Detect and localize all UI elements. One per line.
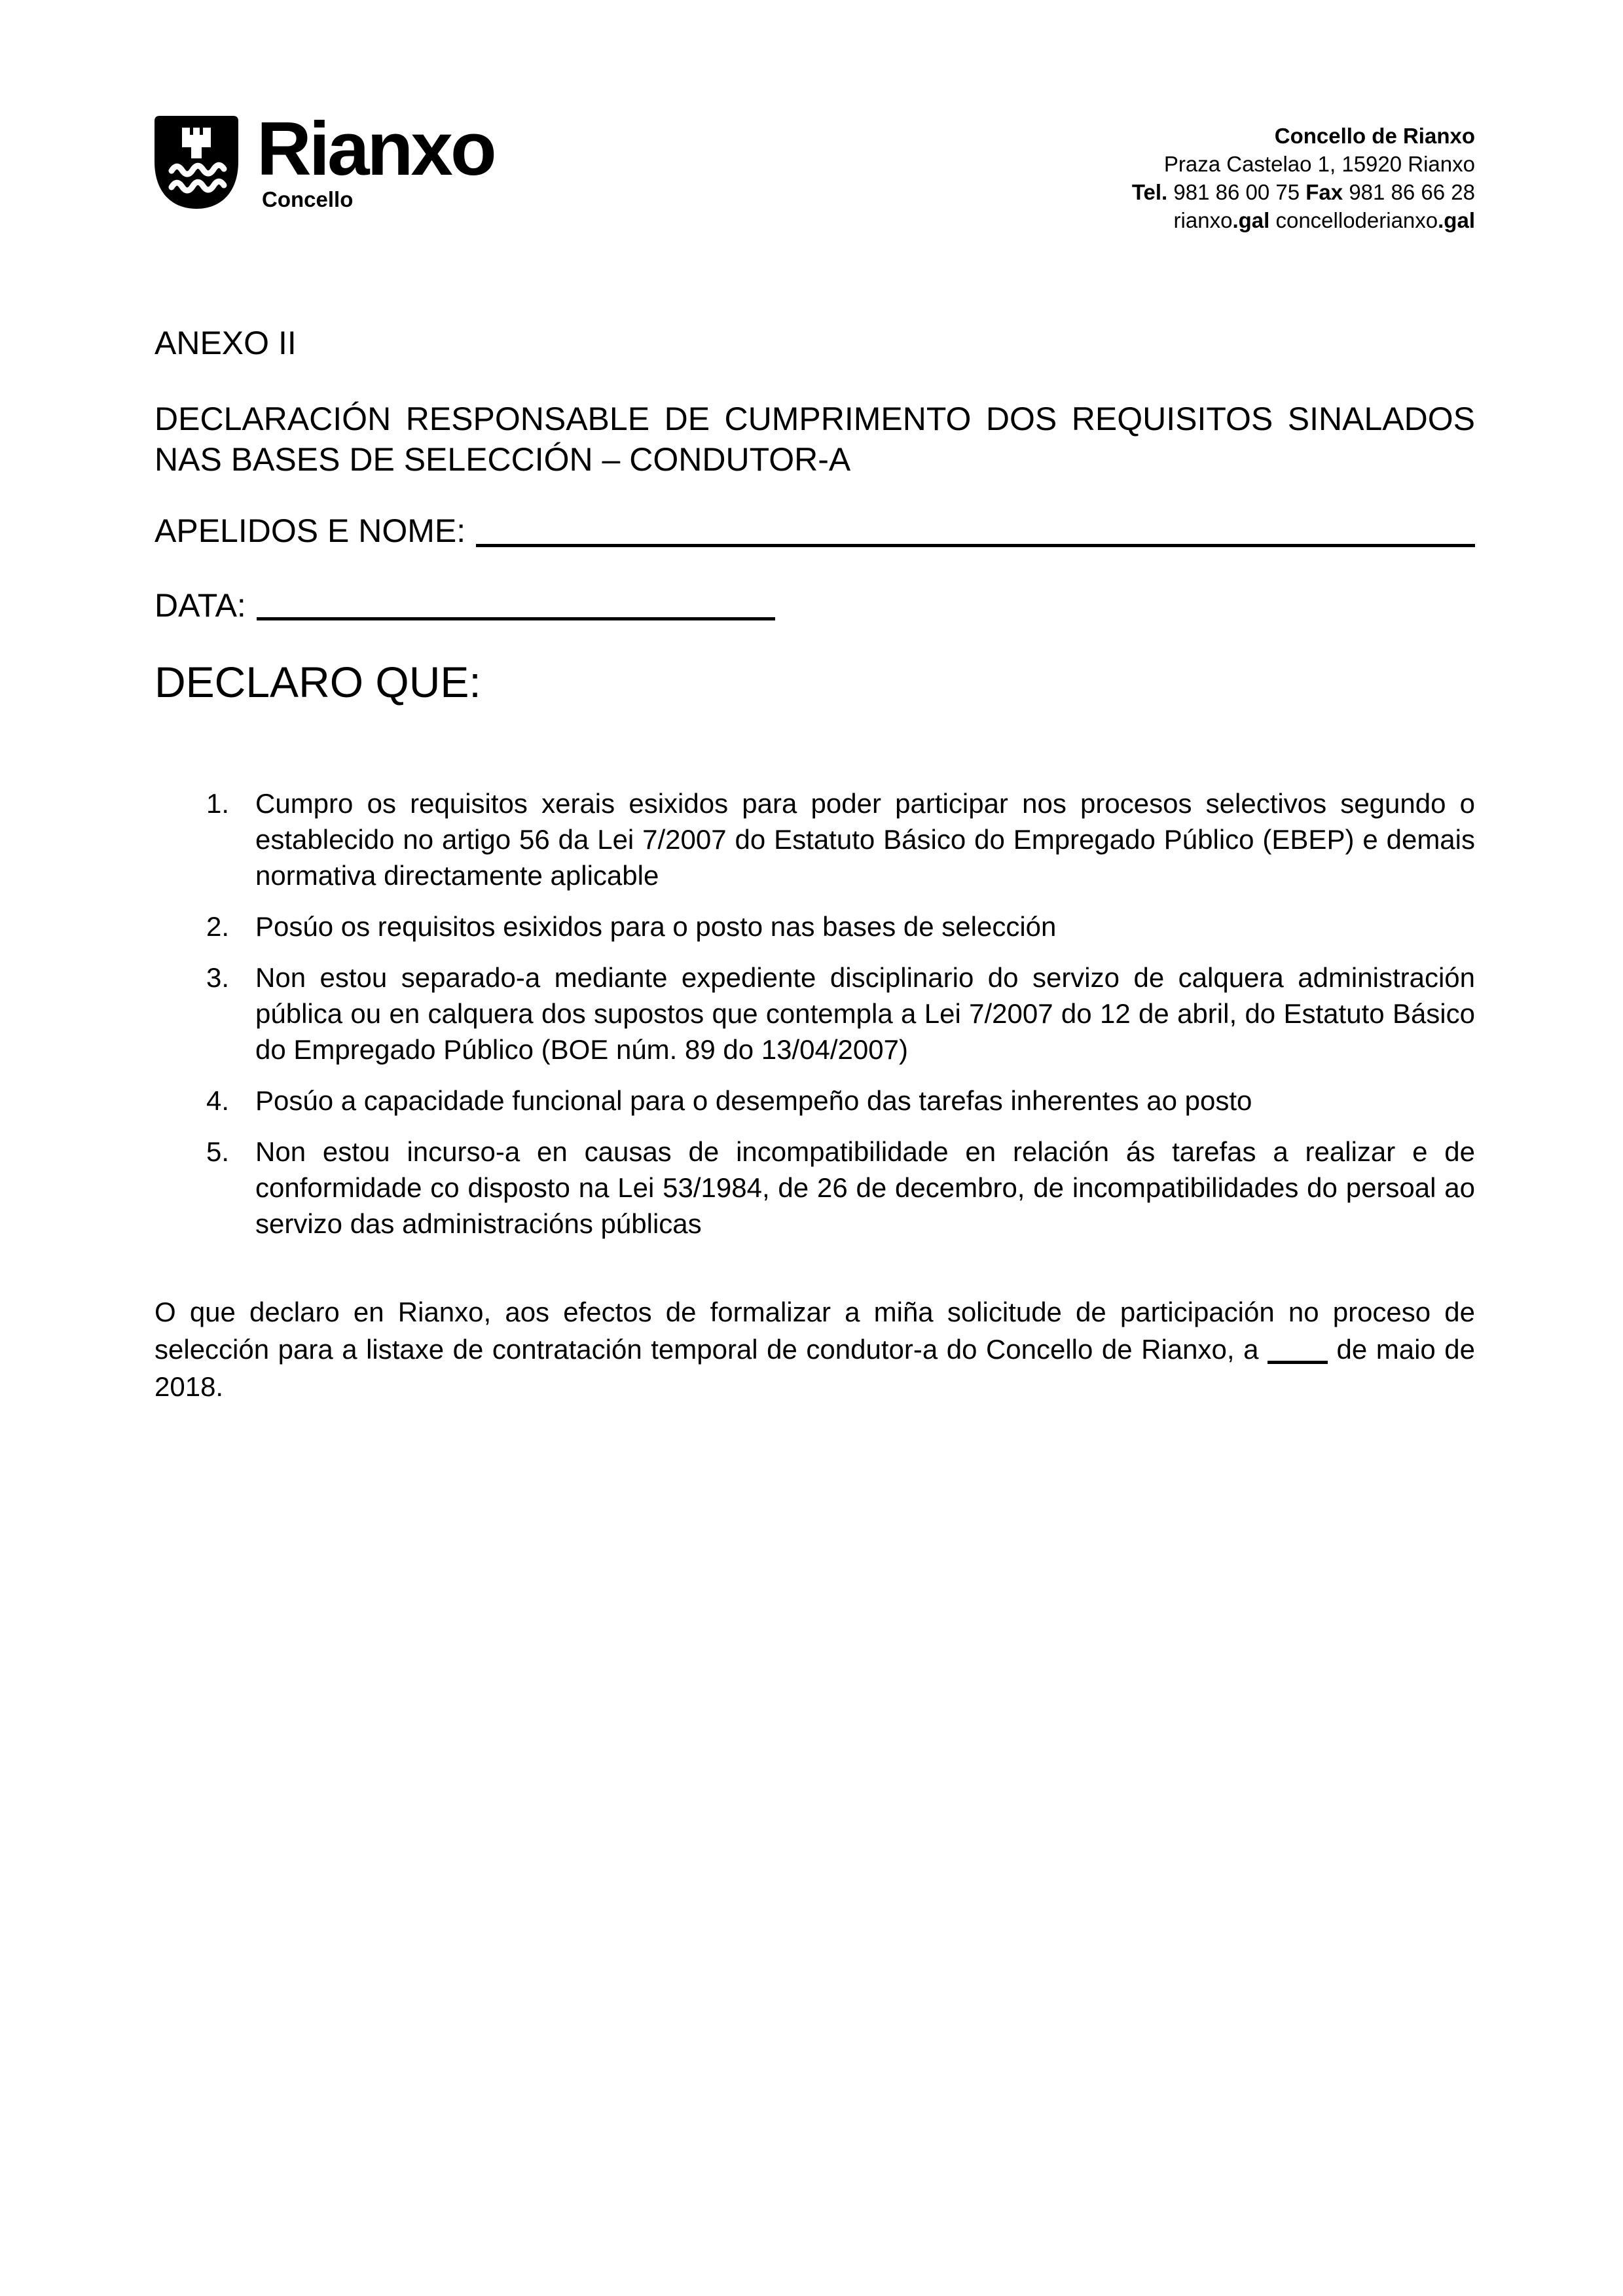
list-item (155, 960, 1475, 1067)
rianxo-shield-icon (155, 116, 238, 212)
logo-wordmark: Rianxo (257, 106, 494, 191)
item-text: Non estou incurso-a en causas de incompatibilidade en relación ás tarefas a realizar e de conformidade co disposto na Lei 53/1984, de 26 de decembro, de incompatibilidades do persoal ao servizo das administracións públicas (255, 1136, 1475, 1239)
list-item (155, 1083, 1475, 1119)
list-item (155, 908, 1475, 944)
name-field-blank (476, 512, 1475, 547)
document-title (155, 399, 1475, 480)
declaration-list (155, 785, 1475, 1257)
tel-number: 981 86 00 75 (1173, 180, 1300, 204)
closing-text-before-blank: O que declaro en Rianxo, aos efectos de formalizar a miña solicitude de participación no proceso de selección para a listaxe de contratación temporal de condutor-a do Concello de Rianxo, a (155, 1297, 1475, 1365)
date-field-blank (257, 586, 775, 620)
website-2-name: concelloderianxo (1275, 208, 1438, 232)
item-text: Non estou separado-a mediante expediente disciplinario do servizo de calquera administración pública ou en calquera dos supostos que contempla a Lei 7/2007 do 12 de abril, do Estatuto Básico do Empregado Público (BOE núm. 89 do 13/04/2007) (255, 962, 1475, 1065)
date-field-label: DATA: (155, 587, 246, 624)
website-1-name: rianxo (1173, 208, 1233, 232)
closing-text-after-blank: de maio de 2018. (155, 1334, 1476, 1402)
contact-org: Concello de Rianxo (1274, 124, 1475, 148)
list-item (155, 785, 1475, 893)
tel-label: Tel. (1131, 180, 1168, 204)
document-title-line2: NAS BASES DE SELECCIÓN – CONDUTOR-A (155, 441, 851, 478)
website-concelloderianxo-gal (1275, 208, 1475, 232)
contact-phones (1132, 178, 1475, 206)
item-text: Cumpro os requisitos xerais esixidos para poder participar nos procesos selectivos segundo o establecido no artigo 56 da Lei 7/2007 do Estatuto Básico do Empregado Público (EBEP) e demais normativa directamente aplicable (255, 788, 1475, 891)
fax-label: Fax (1305, 180, 1343, 204)
name-field-label: APELIDOS E NOME: (155, 512, 466, 549)
item-number: 2. (206, 911, 230, 942)
closing-paragraph (155, 1293, 1475, 1405)
contact-address: Praza Castelao 1, 15920 Rianxo (1163, 152, 1475, 176)
closing-day-blank (1267, 1341, 1328, 1364)
contact-websites (1132, 206, 1475, 234)
item-number: 1. (206, 788, 230, 819)
item-number: 4. (206, 1085, 230, 1116)
website-1-suffix: .gal (1232, 208, 1270, 232)
website-rianxo-gal (1174, 208, 1270, 232)
website-2-suffix: .gal (1438, 208, 1475, 232)
item-number: 5. (206, 1136, 230, 1167)
date-field-row (155, 586, 775, 624)
declare-heading: DECLARO QUE: (155, 658, 481, 706)
logo-subtitle: Concello (262, 187, 354, 211)
item-number: 3. (206, 962, 230, 993)
contact-block (1132, 122, 1475, 234)
item-text: Posúo a capacidade funcional para o desempeño das tarefas inherentes ao posto (255, 1085, 1252, 1116)
fax-number: 981 86 66 28 (1349, 180, 1475, 204)
annex-heading: ANEXO II (155, 325, 297, 361)
document-title-line1: DECLARACIÓN RESPONSABLE DE CUMPRIMENTO DOS REQUISITOS SINALADOS (155, 401, 1475, 437)
list-item (155, 1134, 1475, 1242)
item-text: Posúo os requisitos esixidos para o posto nas bases de selección (255, 911, 1057, 942)
name-field-row (155, 512, 1475, 550)
